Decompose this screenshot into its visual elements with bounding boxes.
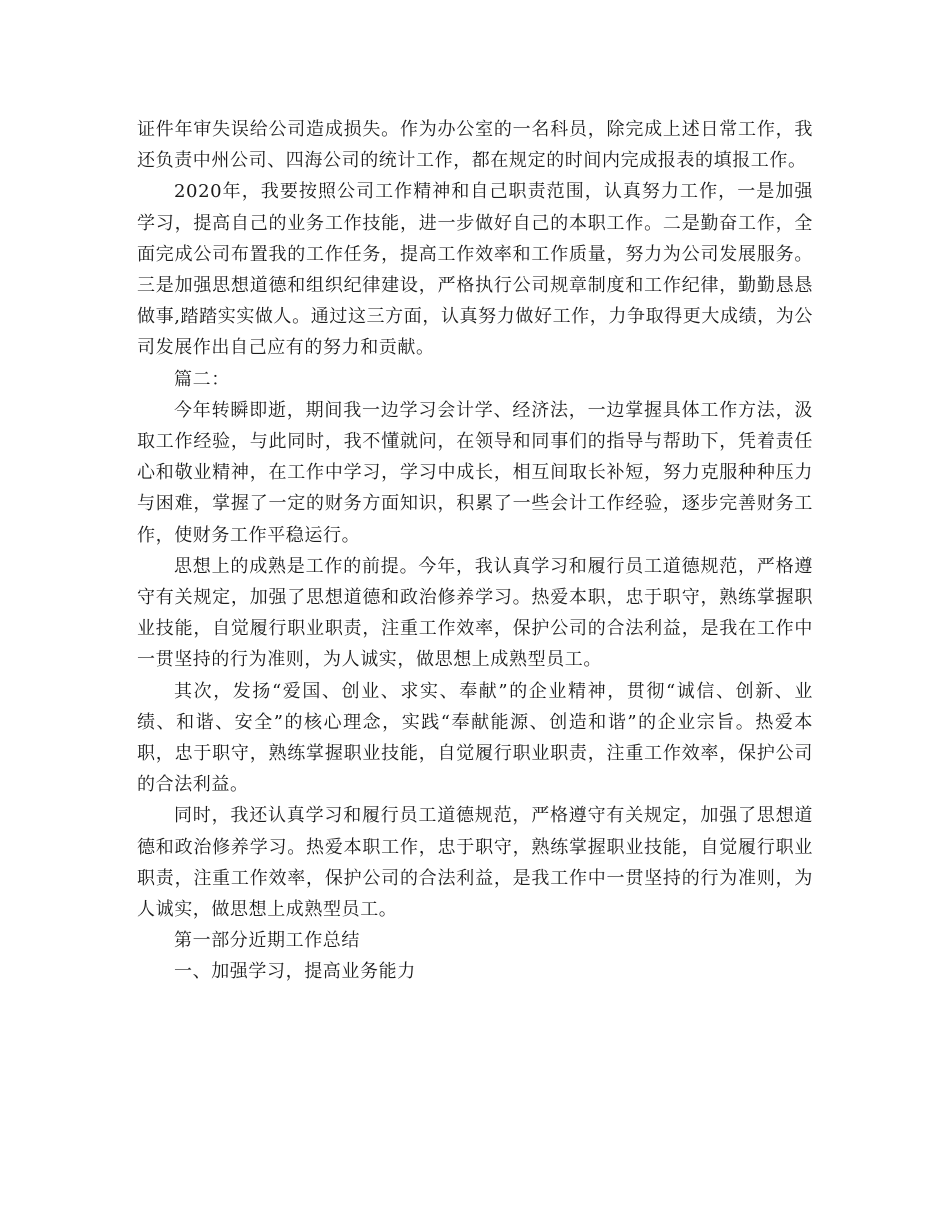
paragraph-year-review: 今年转瞬即逝，期间我一边学习会计学、经济法，一边掌握具体工作方法，汲取工作经验，与此同时，我不懂就问，在领导和同事们的指导与帮助下，凭着责任心和敬业精神，在工作中学习，学习中成长，相互间取长补短，努力克服种种压力与困难，掌握了一定的财务方面知识，积累了一些会计工作经验，逐步完善财务工作，使财务工作平稳运行。 bbox=[137, 399, 813, 546]
paragraph-statistics-work: 证件年审失误给公司造成损失。作为办公室的一名科员，除完成上述日常工作，我还负责中州公司、四海公司的统计工作，都在规定的时间内完成报表的填报工作。 bbox=[137, 119, 813, 172]
subsection-heading-study: 一、加强学习，提高业务能力 bbox=[174, 961, 416, 983]
section-heading-part-two: 篇二： bbox=[174, 368, 230, 390]
paragraph-enterprise-spirit: 其次，发扬“爱国、创业、求实、奉献”的企业精神，贯彻“诚信、创新、业绩、和谐、安全”的核心理念，实践“奉献能源、创造和谐”的企业宗旨。热爱本职，忠于职守，熟练掌握职业技能，自觉履行职业职责，注重工作效率，保护公司的合法利益。 bbox=[137, 680, 813, 796]
paragraph-2020-plan: 2020年，我要按照公司工作精神和自己职责范围，认真努力工作，一是加强学习，提高自己的业务工作技能，进一步做好自己的本职工作。二是勤奋工作，全面完成公司布置我的工作任务，提高工作效率和工作质量，努力为公司发展服务。三是加强思想道德和组织纪律建设，严格执行公司规章制度和工作纪律，勤勤恳恳做事,踏踏实实做人。通过这三方面，认真努力做好工作，力争取得更大成绩，为公司发展作出自己应有的努力和贡献。 bbox=[137, 181, 813, 359]
document-body bbox=[137, 114, 813, 988]
section-heading-recent-summary: 第一部分近期工作总结 bbox=[174, 930, 360, 952]
paragraph-ideological-maturity: 思想上的成熟是工作的前提。今年，我认真学习和履行员工道德规范，严格遵守有关规定，加强了思想道德和政治修养学习。热爱本职，忠于职守，熟练掌握职业技能，自觉履行职业职责，注重工作效率，保护公司的合法利益，是我在工作中一贯坚持的行为准则，为人诚实，做思想上成熟型员工。 bbox=[137, 555, 813, 671]
paragraph-ethics-standards: 同时，我还认真学习和履行员工道德规范，严格遵守有关规定，加强了思想道德和政治修养学习。热爱本职工作，忠于职守，熟练掌握职业技能，自觉履行职业职责，注重工作效率，保护公司的合法利益，是我工作中一贯坚持的行为准则，为人诚实，做思想上成熟型员工。 bbox=[137, 805, 813, 921]
